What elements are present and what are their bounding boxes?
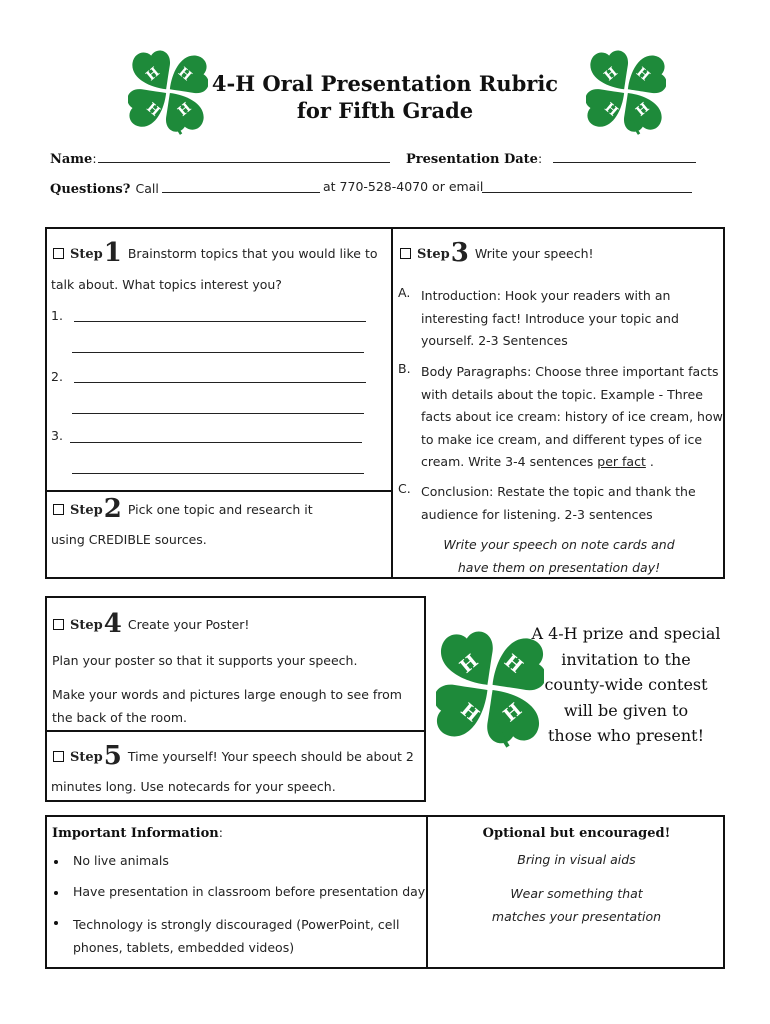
date-row: Presentation Date: bbox=[406, 151, 543, 167]
call-field[interactable] bbox=[162, 192, 320, 193]
item-b-line-5a: cream. Write 3-4 sentences bbox=[421, 454, 594, 469]
svg-text:H: H bbox=[500, 650, 527, 678]
vertical-divider bbox=[391, 227, 393, 579]
step4-header bbox=[53, 609, 250, 639]
note-cards-text bbox=[393, 534, 725, 579]
date-field[interactable] bbox=[553, 162, 696, 163]
optional-item-2 bbox=[428, 882, 725, 928]
svg-text:H: H bbox=[143, 100, 163, 120]
step3-header bbox=[400, 238, 594, 268]
step2-divider bbox=[45, 490, 392, 492]
step1-text-2: talk about. What topics interest you? bbox=[51, 277, 282, 292]
step1-text: Brainstorm topics that you would like to bbox=[127, 246, 378, 261]
name-field[interactable] bbox=[98, 162, 390, 163]
item-b-line-3: facts about ice cream: history of ice cream, how bbox=[421, 409, 723, 424]
step1-checkbox[interactable] bbox=[53, 248, 64, 259]
step3-text: Write your speech! bbox=[474, 246, 594, 261]
item-b-text bbox=[421, 361, 723, 474]
bullet-3 bbox=[54, 921, 58, 925]
prize-announcement bbox=[528, 621, 724, 749]
step2-header bbox=[53, 494, 313, 524]
questions-label: Questions? bbox=[50, 182, 131, 197]
step1-number: 1 bbox=[103, 238, 122, 268]
svg-text:H: H bbox=[633, 100, 653, 120]
item-b-mark: B. bbox=[398, 361, 411, 376]
list-number-1: 1. bbox=[51, 308, 63, 323]
call-text: Call bbox=[135, 181, 159, 196]
bullet-1 bbox=[54, 860, 58, 864]
step4-text: Create your Poster! bbox=[127, 617, 250, 632]
phone-text: at 770-528-4070 or email bbox=[323, 179, 484, 194]
important-item-3 bbox=[73, 914, 399, 959]
item-a-line-3: yourself. 2-3 Sentences bbox=[421, 333, 568, 348]
svg-text:H: H bbox=[175, 100, 195, 120]
item-c-line-2: audience for listening. 2-3 sentences bbox=[421, 506, 653, 522]
email-field[interactable] bbox=[482, 192, 692, 193]
svg-text:H: H bbox=[175, 64, 195, 85]
step2-label: Step bbox=[70, 503, 103, 518]
step5-label: Step bbox=[70, 750, 103, 765]
step2-text: Pick one topic and research it bbox=[127, 502, 313, 517]
optional-item-2-line-2: matches your presentation bbox=[491, 909, 662, 924]
title-line-1: 4-H Oral Presentation Rubric bbox=[211, 71, 559, 96]
topic-3-line-a[interactable] bbox=[70, 442, 362, 443]
step5-checkbox[interactable] bbox=[53, 751, 64, 762]
item-a-line-1: Introduction: Hook your readers with an bbox=[421, 288, 671, 303]
item-a-text bbox=[421, 285, 679, 353]
prize-line-1: A 4-H prize and special bbox=[531, 624, 721, 643]
date-label: Presentation Date bbox=[406, 152, 538, 167]
prize-line-3: county-wide contest bbox=[544, 675, 708, 694]
step3-checkbox[interactable] bbox=[400, 248, 411, 259]
svg-text:H: H bbox=[601, 100, 621, 120]
step3-label: Step bbox=[417, 247, 450, 262]
bullet-2 bbox=[54, 891, 58, 895]
item-a-line-2: interesting fact! Introduce your topic and bbox=[421, 310, 679, 326]
step5-text: Time yourself! Your speech should be about 2 bbox=[127, 749, 414, 764]
list-number-3: 3. bbox=[51, 428, 63, 443]
step4-paragraph bbox=[52, 684, 402, 729]
item-b-line-5 bbox=[421, 451, 723, 474]
item-a-mark: A. bbox=[398, 285, 411, 300]
important-heading: Important Information bbox=[52, 826, 219, 841]
name-row: Name: bbox=[50, 151, 97, 167]
prize-line-4: will be given to bbox=[563, 700, 689, 720]
important-item-2: Have presentation in classroom before presentation day bbox=[73, 884, 426, 899]
name-label: Name bbox=[50, 152, 93, 167]
step2-checkbox[interactable] bbox=[53, 504, 64, 515]
step5-text-2: minutes long. Use notecards for your speech. bbox=[51, 779, 336, 794]
step1-header bbox=[53, 238, 378, 268]
note-line-1: Write your speech on note cards and bbox=[443, 537, 675, 552]
topic-2-line-b[interactable] bbox=[72, 413, 364, 414]
svg-text:H: H bbox=[455, 650, 483, 678]
svg-text:H: H bbox=[143, 64, 163, 85]
item-b-period: . bbox=[649, 454, 654, 469]
optional-heading: Optional but encouraged! bbox=[482, 826, 671, 841]
step4-number: 4 bbox=[103, 609, 122, 639]
prize-line-5: those who present! bbox=[547, 726, 705, 745]
optional-heading-row bbox=[428, 822, 725, 841]
topic-1-line-a[interactable] bbox=[74, 321, 366, 322]
optional-item-1: Bring in visual aids bbox=[517, 852, 636, 867]
topic-2-line-a[interactable] bbox=[74, 382, 366, 383]
item-c-text bbox=[421, 481, 696, 526]
step2-text-2: using CREDIBLE sources. bbox=[51, 532, 207, 547]
step4-label: Step bbox=[70, 618, 103, 633]
step5-header bbox=[53, 741, 414, 771]
svg-text:H: H bbox=[499, 699, 527, 727]
item-b-line-2: with details about the topic. Example - Three bbox=[421, 386, 703, 402]
step5-number: 5 bbox=[103, 741, 122, 771]
optional-item-2-line-1: Wear something that bbox=[510, 886, 643, 901]
item-b-line-4: to make ice cream, and different types of ice bbox=[421, 431, 703, 447]
questions-row bbox=[50, 178, 159, 197]
step4-line-1: Plan your poster so that it supports your speech. bbox=[52, 653, 358, 668]
important-heading-row: Important Information: bbox=[52, 825, 223, 841]
note-line-2: have them on presentation day! bbox=[457, 559, 661, 575]
item-b-line-1: Body Paragraphs: Choose three important facts bbox=[421, 364, 719, 379]
topic-3-line-b[interactable] bbox=[72, 473, 364, 474]
svg-text:H: H bbox=[456, 699, 483, 727]
step4-line-2: Make your words and pictures large enough to see from bbox=[52, 687, 402, 702]
svg-text:H: H bbox=[633, 64, 653, 85]
step1-label: Step bbox=[70, 247, 103, 262]
item-c-mark: C. bbox=[398, 481, 411, 496]
step4-checkbox[interactable] bbox=[53, 619, 64, 630]
list-number-2: 2. bbox=[51, 369, 63, 384]
step4-line-3: the back of the room. bbox=[52, 709, 187, 725]
topic-1-line-b[interactable] bbox=[72, 352, 364, 353]
title-line-2: for Fifth Grade bbox=[296, 98, 474, 123]
page-title bbox=[0, 70, 770, 124]
important-item-3-line-2: phones, tablets, embedded videos) bbox=[73, 939, 295, 955]
step3-number: 3 bbox=[450, 238, 469, 268]
per-fact-text: per fact bbox=[597, 454, 646, 469]
item-c-line-1: Conclusion: Restate the topic and thank the bbox=[421, 484, 696, 499]
prize-line-2: invitation to the bbox=[561, 649, 691, 669]
important-item-1: No live animals bbox=[73, 853, 169, 868]
svg-text:H: H bbox=[601, 64, 621, 85]
important-item-3-line-1: Technology is strongly discouraged (PowerPoint, cell bbox=[73, 917, 400, 932]
step2-number: 2 bbox=[103, 494, 122, 524]
